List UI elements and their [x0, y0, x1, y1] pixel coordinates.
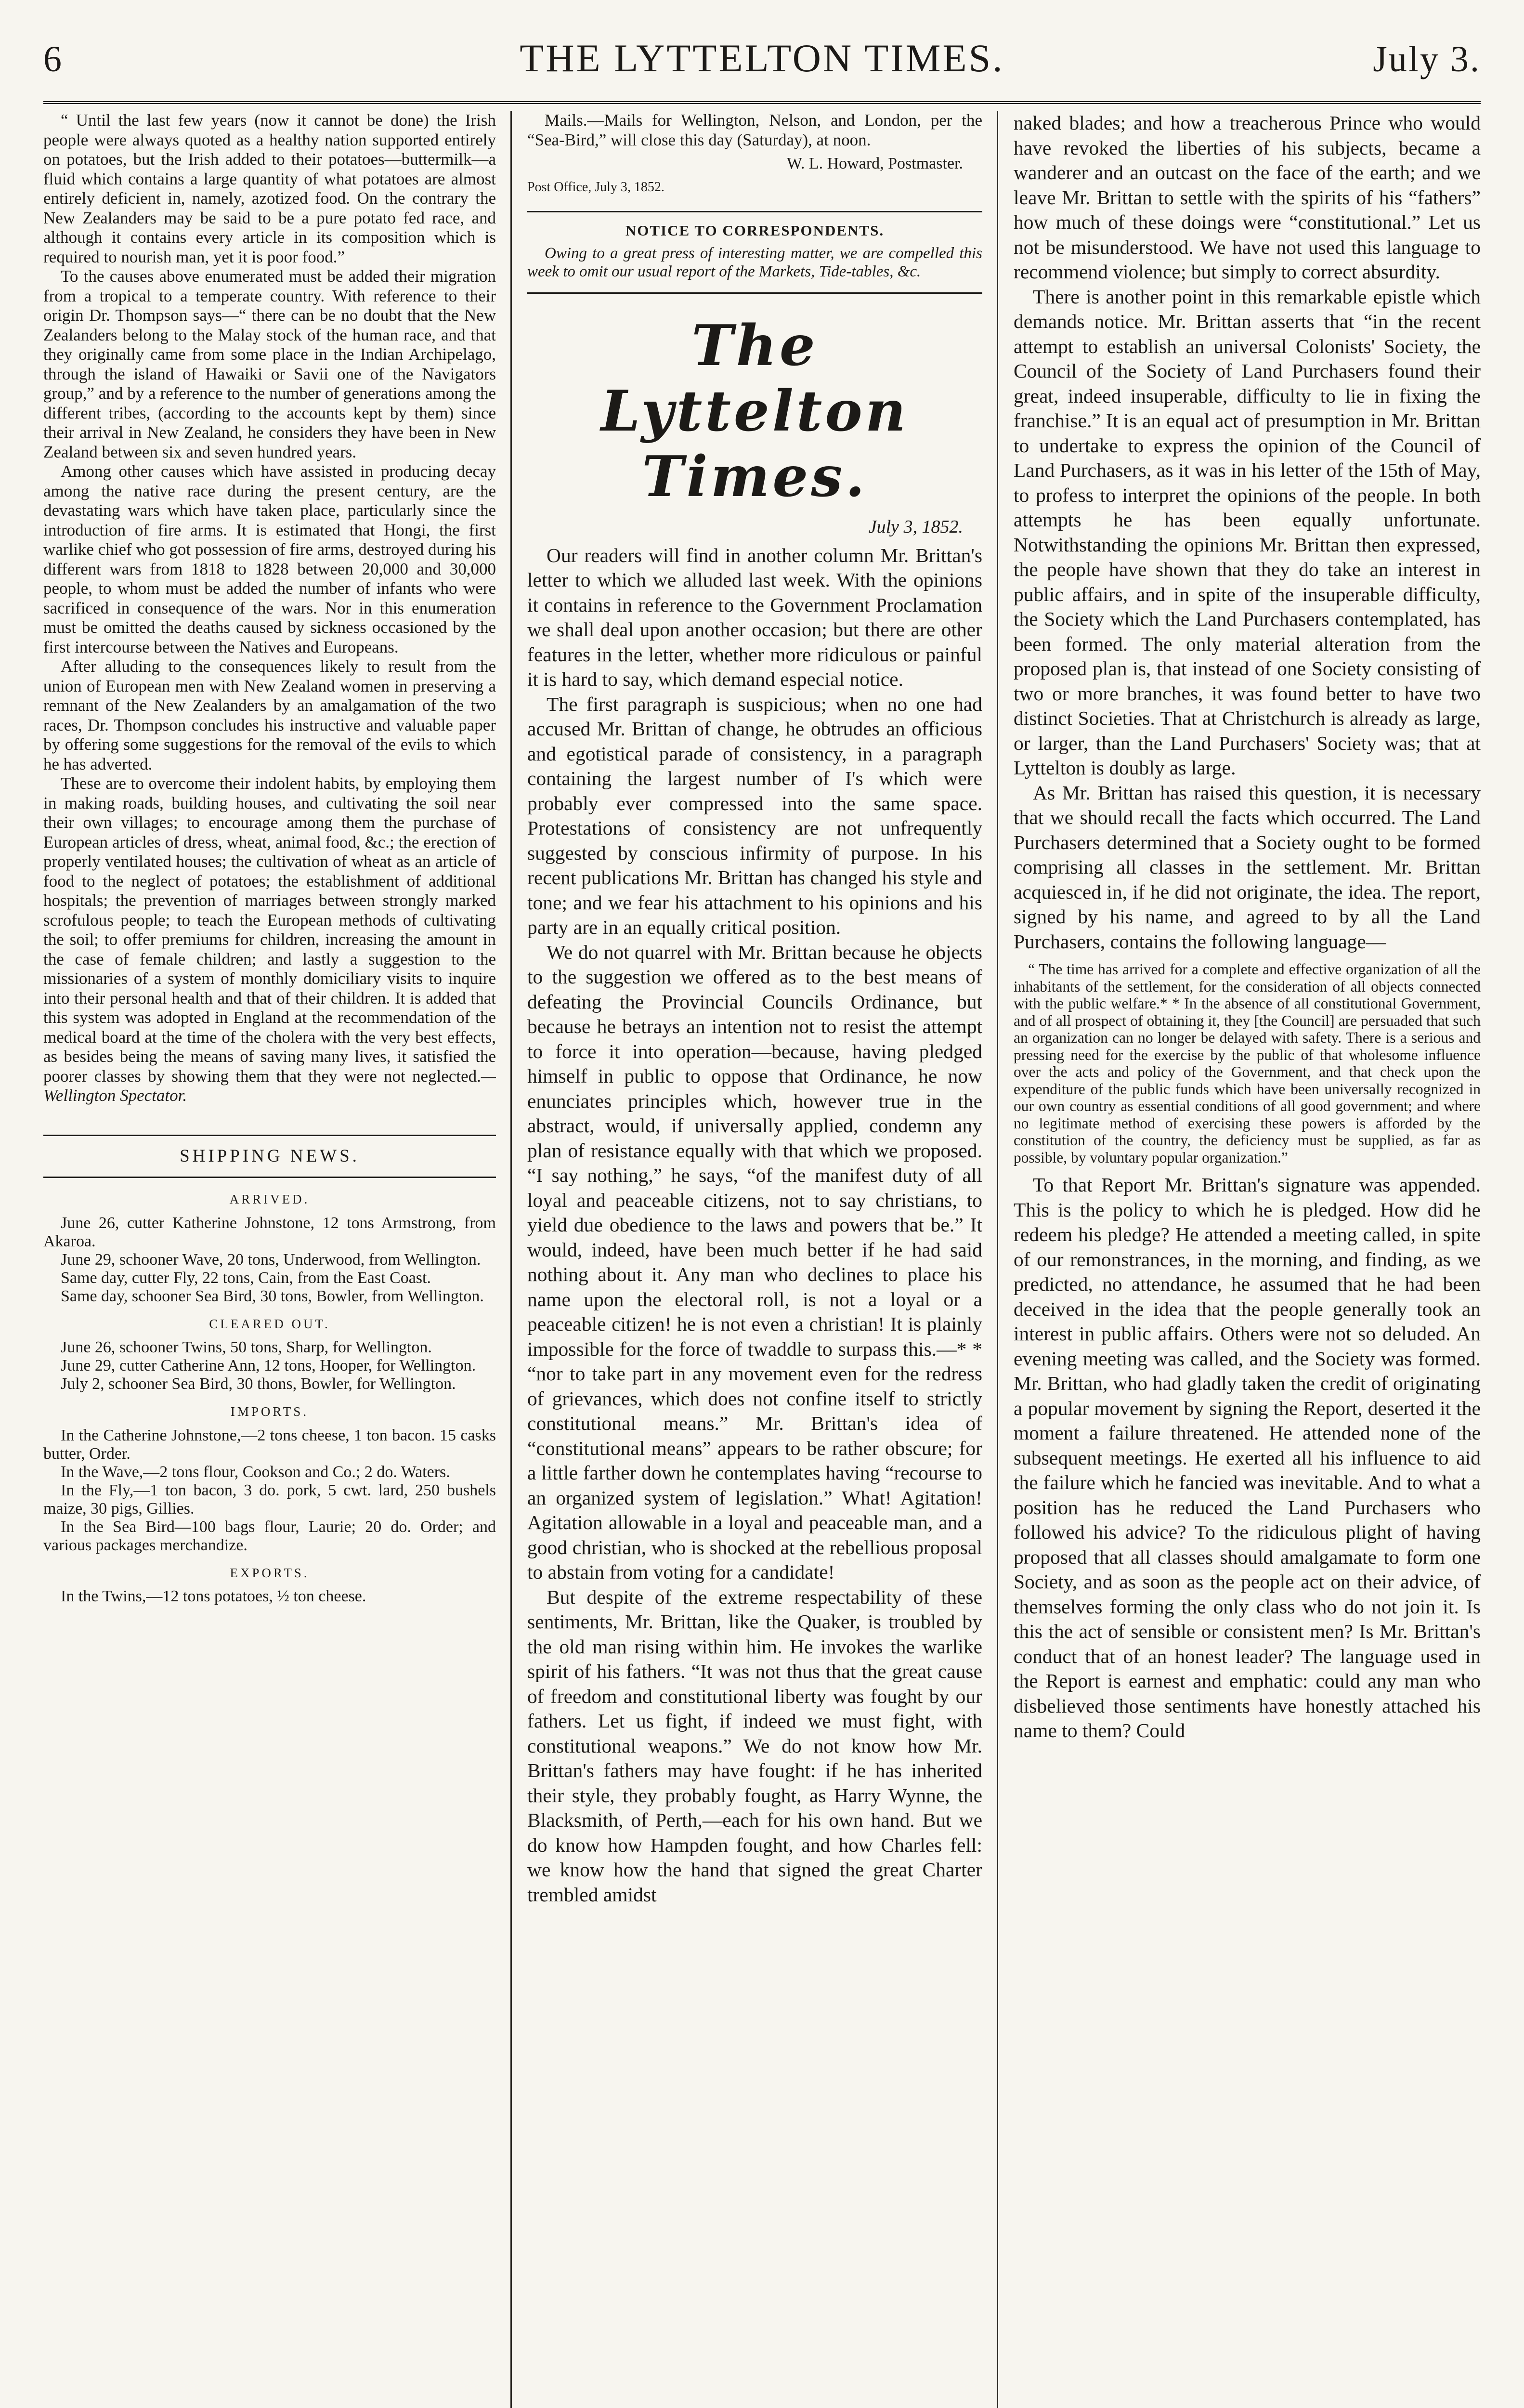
exports-heading: EXPORTS. [230, 1565, 310, 1580]
quoted-report [1014, 961, 1481, 1166]
shipping-entry: Same day, cutter Fly, 22 tons, Cain, from the East Coast. [61, 1269, 431, 1287]
article-text: These are to overcome their indolent habits, by employing them in making roads, building houses, and cultivating the soil near their own villages; to encourage among them the purchase of European articles of dress, wheat, animal food, &c.; the erection of properly ventilated houses; the cultivation of wheat as an article of food to the neglect of potatoes; the establishment of additional hospitals; the prevention of marriages between strongly marked scrofulous people; to teach the European methods of cultivating the soil; to offer premiums for children, increasing the amount in the case of female children; and lastly a suggestion to the missionaries of a system of monthly domiciliary visits to inquire into their personal health and that of their children. It is added that this system was adopted in England at the recommendation of the medical board at the time of the cholera with the very best effects, as besides being the means of saving many lives, it satisfied the poorer classes by showing them that they were not neglected. [43, 774, 496, 1086]
shipping-entry: June 26, schooner Twins, 50 tons, Sharp, for Wellington. [61, 1338, 432, 1356]
editorial-paragraph: But despite of the extreme respectability of these sentiments, Mr. Brittan, like the Quaker, is troubled by the old man rising within him. He invokes the warlike spirit of his fathers. “It was not thus that the great cause of freedom and constitutional liberty was fought by our fathers. Let us fight, if indeed we must fight, with constitutional weapons.” We do not know how Mr. Brittan's fathers may have fought: if he has inherited their style, they probably fought, as Harry Wynne, the Blacksmith, of Perth,—each for his own hand. But we do know how Hampden fought, and how Charles fell: we know how the hand that signed the great Charter trembled amidst [527, 1585, 982, 1906]
column-divider [997, 111, 998, 2408]
postmaster-signature: W. L. Howard, Postmaster. [786, 155, 963, 172]
mails-notice: Mails.—Mails for Wellington, Nelson, and London, per the “Sea-Bird,” will close this day (Saturday), at noon. [527, 111, 982, 149]
column-left [43, 111, 496, 2408]
editorial-paragraph: As Mr. Brittan has raised this question, it is necessary that we should recall the facts which occurred. The Land Purchasers determined that a Society ought to be formed comprising all classes in the settlement. Mr. Brittan acquiesced in, if he did not originate, the idea. The report, signed by his name, and agreed to by all the Land Purchasers, contains the following language— [1014, 781, 1481, 953]
masthead [43, 29, 1481, 104]
shipping-entry: In the Sea Bird—100 bags flour, Laurie; 20 do. Order; and various packages merchandize. [43, 1518, 496, 1554]
editorial-paragraph: Our readers will find in another column Mr. Brittan's letter to which we alluded last week. With the opinions it contains in reference to the Government Proclamation we shall deal upon another occasion; but there are other features in the letter, whether more ridiculous or painful it is hard to say, which demand especial notice. [527, 544, 982, 690]
source-credit: —Wellington Spectator. [43, 1066, 496, 1105]
shipping-entry: In the Twins,—12 tons potatoes, ½ ton cheese. [61, 1587, 366, 1605]
editorial-masthead: The Lyttelton Times. [600, 313, 909, 510]
editorial-paragraph: The first paragraph is suspicious; when no one had accused Mr. Brittan of change, he obtrudes an officious and egotistical parade of consistency, in a paragraph containing the largest number of I's which were probably ever compressed into the same space. Protestations of consistency are not unfrequently suggested by conscious infirmity of purpose. In his recent publications Mr. Brittan has changed his style and tone; and we fear his attachment to his opinions and his party are in an equally critical position. [527, 693, 982, 938]
shipping-entry: June 26, cutter Katherine Johnstone, 12 tons Armstrong, from Akaroa. [43, 1214, 496, 1250]
shipping-entry: Same day, schooner Sea Bird, 30 tons, Bowler, from Wellington. [61, 1287, 484, 1305]
quote-text: “ The time has arrived for a complete and effective organization of all the inhabitants of the settlement, for the consideration of all objects connected with the public welfare.* * In the absence of all constitutional Government, and of all prospect of obtaining it, they [the Council] are persuaded that such an organization can no longer be delayed with safety. There is a serious and pressing need for the exercise by the public of that wholesome influence over the acts and policy of the Government, and that check upon the expenditure of the public funds which have been universally recognized in our own country as essential conditions of all good government; and where no legitimate method of exercising these powers is afforded by the constitution of the country, the deficiency must be supplied, as far as possible, by voluntary popular organization.” [1014, 961, 1481, 1166]
imports-heading: IMPORTS. [230, 1404, 309, 1419]
notice-heading: NOTICE TO CORRESPONDENTS. [527, 211, 982, 239]
column-middle [527, 111, 982, 2408]
notice-body: Owing to a great press of interesting matter, we are compelled this week to omit our usual report of the Markets, Tide-tables, &c. [527, 244, 982, 294]
article-paragraph: To the causes above enumerated must be added their migration from a tropical to a temperate country. With reference to their origin Dr. Thompson says—“ there can be no doubt that the New Zealanders belong to the Malay stock of the human race, and that they originally came from some place in the Indian Archipelago, through the island of Hawaiki or Savii one of the Navigators group,” and by a reference to the number of generations among the different tribes, (according to the accounts kept by them) since their arrival in New Zealand, he considers they have been in New Zealand between six and seven hundred years. [43, 267, 496, 461]
shipping-entry: In the Fly,—1 ton bacon, 3 do. pork, 5 cwt. lard, 250 bushels maize, 30 pigs, Gillies. [43, 1481, 496, 1518]
shipping-news [43, 1190, 496, 1606]
article-paragraph [43, 774, 496, 1106]
article-paragraph: After alluding to the consequences likely to result from the union of European men with New Zealand women in preserving a remnant of the New Zealanders by an amalgamation of the two races, Dr. Thompson concludes his instructive and valuable paper by offering some suggestions for the removal of the evils to which he has adverted. [43, 657, 496, 773]
post-office-date: Post Office, July 3, 1852. [527, 180, 664, 195]
cleared-heading: CLEARED OUT. [209, 1316, 330, 1331]
editorial-paragraph: To that Report Mr. Brittan's signature was appended. This is the policy to which he is pledged. How did he redeem his pledge? He attended a meeting called, in spite of our remonstrances, in the morning, and finding, as we predicted, no attendance, he assumed that he had been deceived in the idea that the people generally took an interest in public affairs. Others were not so deluded. An evening meeting was called, and the Society was formed. Mr. Brittan, who had gladly taken the credit of originating a popular movement by signing the Report, deserted it the moment a failure threatened. He attended none of the subsequent meetings. He exerted all his influence to aid the failure which he fancied was inevitable. And to what a position has he reduced the Land Purchasers who followed his advice? To the ridiculous plight of having proposed that all classes should amalgamate to form one Society, and as soon as the people act on their advice, of themselves forming the only class who do not join it. Is this the act of sensible or consistent men? Is Mr. Brittan's conduct that of an honest leader? The language used in the Report is earnest and emphatic: could any man who disbelieved those sentiments have honestly attached his name to them? Could [1014, 1174, 1481, 1741]
shipping-entry: July 2, schooner Sea Bird, 30 thons, Bowler, for Wellington. [61, 1375, 456, 1393]
editorial-date: July 3, 1852. [868, 516, 963, 537]
article-paragraph: “ Until the last few years (now it cannot be done) the Irish people were always quoted as a healthy nation supported entirely on potatoes, but the Irish added to their potatoes—buttermilk—a fluid which contains a large quantity of what potatoes are almost entirely deficient in, namely, azotized food. On the contrary the New Zealanders may be said to be a pure potato fed race, and although it contains every article in its composition which is required to nourish man, yet it is poor food.” [43, 111, 496, 266]
column-right [1014, 111, 1481, 2408]
editorial-paragraph: There is another point in this remarkable epistle which demands notice. Mr. Brittan asserts that “in the recent attempt to establish an universal Colonists' Society, the Council of the Society of Land Purchasers found their great, indeed insuperable, difficulty to lie in fixing the franchise.” It is an equal act of presumption in Mr. Brittan to undertake to express the opinion of the Council of Land Purchasers, as it was in his letter of the 15th of May, to profess to interpret the opinions of the people. In both attempts he has been equally unfortunate. Notwithstanding the opinions Mr. Brittan then expressed, the people have shown that they do take an interest in public affairs, and in spite of the insuperable difficulty, the Society which the Land Purchasers contemplated, has been formed. The only material alteration from the proposed plan is, that instead of one Society consisting of two or more branches, it was found better to have two distinct Societies. That at Christchurch is already as large, or larger, than the Land Purchasers' Society was; that at Lyttelton is doubly as large. [1014, 285, 1481, 779]
arrived-heading: ARRIVED. [229, 1192, 310, 1206]
article-paragraph: Among other causes which have assisted in producing decay among the native race during the present century, are the devastating wars which have taken place, particularly since the introduction of fire arms. It is estimated that Hongi, the first warlike chief who got possession of fire arms, destroyed during his different wars from 1818 to 1828 between 20,000 and 30,000 people, to whom must be added the number of infants who were sacrificed in consequence of the wars. Nor in this enumeration must be omitted the deaths caused by sickness occasioned by the first intercourse between the Natives and Europeans. [43, 462, 496, 656]
editorial-paragraph: We do not quarrel with Mr. Brittan because he objects to the suggestion we offered as to the best means of defeating the Provincial Councils Ordinance, but because he betrays an intention not to resist the attempt to force it into operation—because, having pledged himself in public to oppose that Ordinance, he now enunciates principles which, however true in the abstract, would, if universally applied, condemn any plan of resistance equally with that which we proposed. “I say nothing,” he says, “of the manifest duty of all loyal and peaceable citizens, not to say christians, to yield due obedience to the laws and powers that be.” It would, indeed, have been much better if he had said nothing about it. Any man who declines to place his name upon the electoral roll, is not a loyal or a peaceable citizen! he is not even a christian! It is plainly impossible for the force of twaddle to surpass this.—* * “nor to take part in any movement even for the redress of grievances, which does not confine itself to strictly constitutional means.” Mr. Brittan's idea of “constitutional means” appears to be rather obscure; for a little farther down he contemplates having “recourse to an organized system of legislation.” What! Agitation! Agitation allowable in a loyal and peaceable man, and a good christian, who is shocked at the rebellious proposal to abstain from voting for a candidate! [527, 941, 982, 1583]
shipping-entry: In the Catherine Johnstone,—2 tons cheese, 1 ton bacon. 15 casks butter, Order. [43, 1426, 496, 1463]
newspaper-title: THE LYTTELTON TIMES. [520, 36, 1004, 80]
issue-date: July 3. [1373, 39, 1481, 79]
editorial-paragraph: naked blades; and how a treacherous Prince who would have revoked the liberties of his subjects, became a wanderer and an outcast on the face of the earth; and we leave Mr. Brittan to settle with the spirits of his “fathers” how much of these doings were “constitutional.” Let us not be misunderstood. We have not used this language to recommend violence; but simply to correct absurdity. [1014, 112, 1481, 283]
shipping-entry: June 29, cutter Catherine Ann, 12 tons, Hooper, for Wellington. [61, 1357, 476, 1374]
shipping-entry: June 29, schooner Wave, 20 tons, Underwood, from Wellington. [61, 1250, 481, 1269]
page-number: 6 [43, 39, 62, 79]
column-divider [510, 111, 512, 2408]
shipping-entry: In the Wave,—2 tons flour, Cookson and Co.; 2 do. Waters. [61, 1463, 450, 1481]
shipping-news-heading: SHIPPING NEWS. [43, 1135, 496, 1178]
